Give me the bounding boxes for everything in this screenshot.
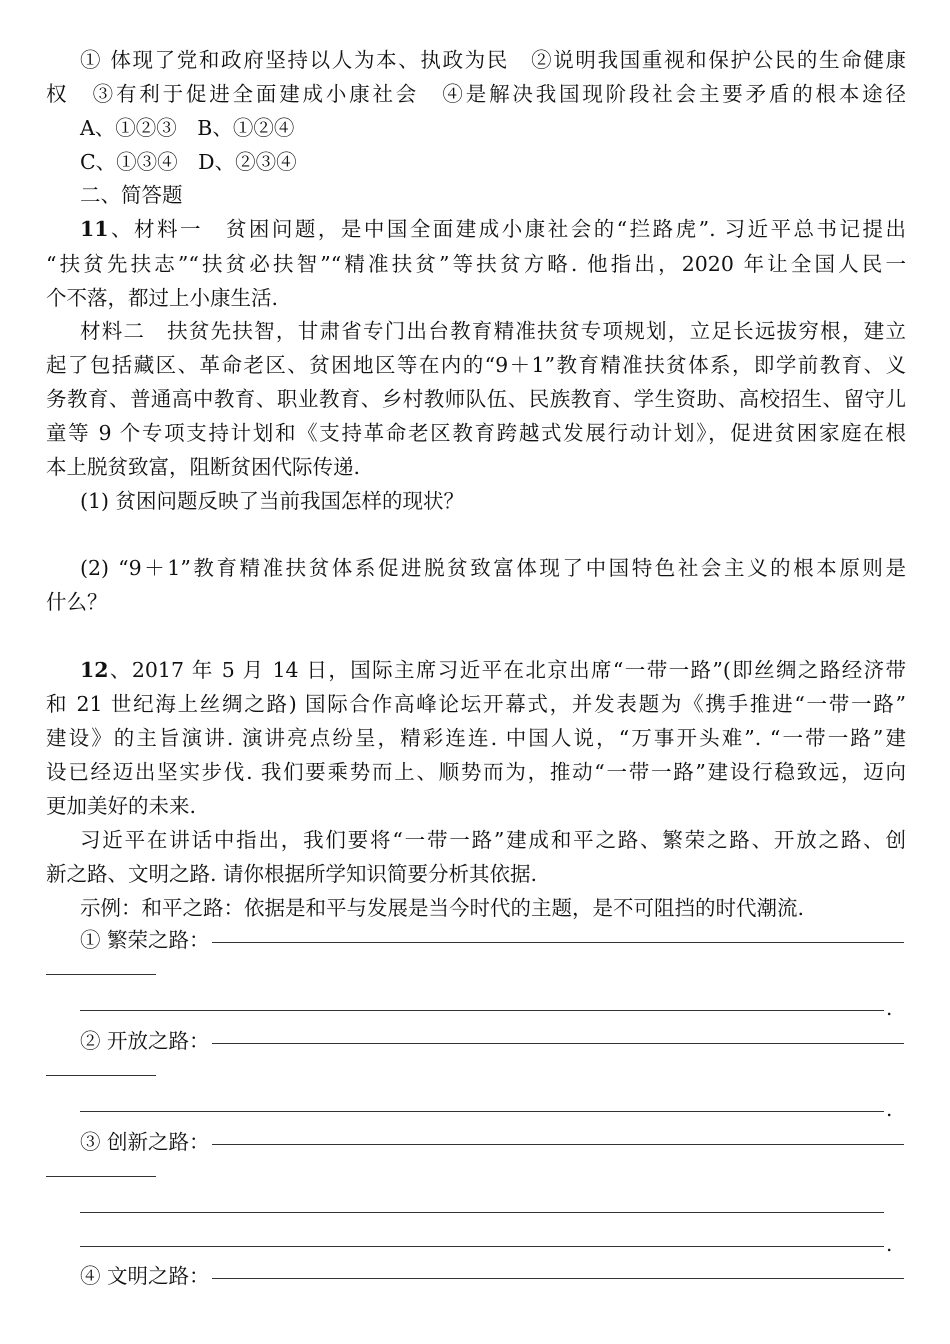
blank-3-answer-line-2[interactable] (46, 1176, 156, 1177)
mc-options-cd: C、①③④ D、②③④ (80, 150, 297, 174)
q11-line-3: 个不落，都过上小康生活. (46, 286, 279, 310)
blank-1-answer-line-1[interactable] (212, 942, 904, 943)
q11-subquestion-1: (1) 贫困问题反映了当前我国怎样的现状？ (80, 489, 465, 513)
q11-line-1-text: 、材料一 贫困问题，是中国全面建成小康社会的“拦路虎”. 习近平总书记提出 (108, 217, 906, 241)
blank-4-answer-line-1[interactable] (212, 1278, 904, 1279)
q12-line-5: 更加美好的未来. (46, 794, 197, 818)
q12-line-2: 和 21 世纪海上丝绸之路) 国际合作高峰论坛开幕式，并发表题为《携手推进“一带一路” (46, 692, 906, 716)
q11-material2-line-2: 起了包括藏区、革命老区、贫困地区等在内的“9＋1”教育精准扶贫体系，即学前教育、义 (46, 353, 906, 377)
blank-2-answer-line-2[interactable] (46, 1075, 156, 1076)
blank-2-label: ② 开放之路： (80, 1029, 210, 1053)
q12-line-3: 建设》的主旨演讲. 演讲亮点纷呈，精彩连连. 中国人说，“万事开头难”. “一带一路”建 (46, 726, 906, 750)
q11-material2-line-3: 务教育、普通高中教育、职业教育、乡村教师队伍、民族教育、学生资助、高校招生、留守儿 (46, 387, 906, 411)
q12-example: 示例：和平之路：依据是和平与发展是当今时代的主题，是不可阻挡的时代潮流. (80, 896, 805, 920)
section-title: 二、简答题 (80, 183, 183, 207)
q11-material2-line-5: 本上脱贫致富，阻断贫困代际传递. (46, 455, 361, 479)
q12-line-1 (80, 656, 906, 684)
q11-material2-line-1: 材料二 扶贫先扶智，甘肃省专门出台教育精准扶贫专项规划，立足长远拔穷根，建立 (80, 319, 906, 343)
blank-3-period: . (886, 1232, 893, 1256)
blank-3-label: ③ 创新之路： (80, 1130, 210, 1154)
q11-number: 11 (80, 217, 109, 241)
q12-number: 12 (80, 658, 109, 682)
blank-1-answer-line-3[interactable] (80, 1010, 884, 1011)
q12-paragraph2-line-1: 习近平在讲话中指出，我们要将“一带一路”建成和平之路、繁荣之路、开放之路、创 (80, 828, 906, 852)
q11-line-1 (80, 215, 906, 243)
q11-line-2: “扶贫先扶志”“扶贫必扶智”“精准扶贫”等扶贫方略. 他指出，2020 年让全国人民一 (46, 252, 906, 276)
q12-line-1-text: 、2017 年 5 月 14 日，国际主席习近平在北京出席“一带一路”(即丝绸之路经济带 (108, 658, 906, 682)
blank-1-answer-line-2[interactable] (46, 974, 156, 975)
blank-3-answer-line-4[interactable] (80, 1246, 884, 1247)
blank-1-period: . (886, 996, 893, 1020)
blank-3-answer-line-3[interactable] (80, 1212, 884, 1213)
mc-statements-line-2: 权 ③有利于促进全面建成小康社会 ④是解决我国现阶段社会主要矛盾的根本途径 (46, 82, 906, 106)
q12-paragraph2-line-2: 新之路、文明之路. 请你根据所学知识简要分析其依据. (46, 862, 538, 886)
mc-statements-line-1: ① 体现了党和政府坚持以人为本、执政为民 ②说明我国重视和保护公民的生命健康 (80, 48, 906, 72)
blank-2-period: . (886, 1097, 893, 1121)
q11-material2-line-4: 童等 9 个专项支持计划和《支持革命老区教育跨越式发展行动计划》，促进贫困家庭在根 (46, 421, 906, 445)
blank-2-answer-line-1[interactable] (212, 1043, 904, 1044)
q11-subquestion-2-line-2: 什么？ (46, 590, 108, 614)
q12-line-4: 设已经迈出坚实步伐. 我们要乘势而上、顺势而为，推动“一带一路”建设行稳致远，迈向 (46, 760, 906, 784)
blank-3-answer-line-1[interactable] (212, 1144, 904, 1145)
blank-4-label: ④ 文明之路： (80, 1264, 210, 1288)
blank-2-answer-line-3[interactable] (80, 1111, 884, 1112)
mc-options-ab: A、①②③ B、①②④ (80, 116, 295, 140)
q11-subquestion-2-line-1: (2) “9＋1”教育精准扶贫体系促进脱贫致富体现了中国特色社会主义的根本原则是 (80, 556, 906, 580)
blank-1-label: ① 繁荣之路： (80, 928, 210, 952)
